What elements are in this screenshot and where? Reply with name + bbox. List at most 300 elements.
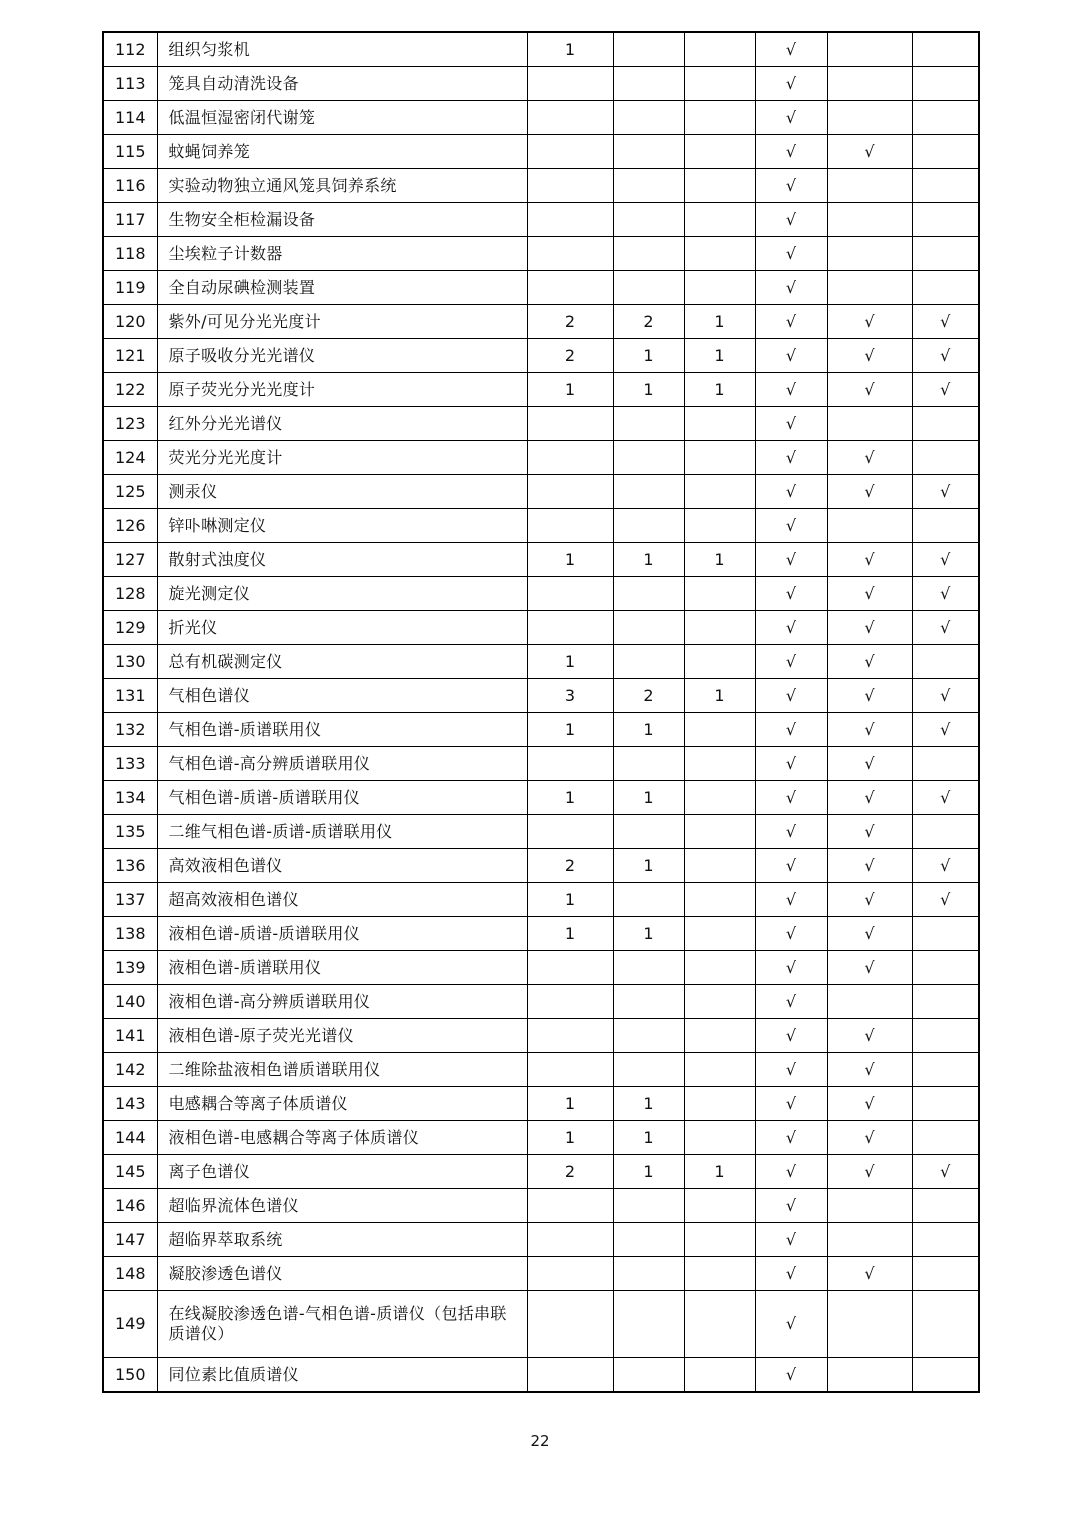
check-cell-1: √: [755, 1358, 827, 1393]
equipment-name-cell: 总有机碳测定仪: [157, 645, 527, 679]
quantity-cell-3: [684, 32, 755, 67]
check-cell-1: √: [755, 101, 827, 135]
check-cell-1: √: [755, 1189, 827, 1223]
row-number-cell: 144: [103, 1121, 157, 1155]
check-cell-1: √: [755, 237, 827, 271]
quantity-cell-2: [613, 1223, 684, 1257]
table-row: [103, 1053, 979, 1087]
equipment-name-cell: 测汞仪: [157, 475, 527, 509]
check-cell-2: [827, 1358, 912, 1393]
quantity-cell-2: [613, 985, 684, 1019]
equipment-name-cell: 二维气相色谱-质谱-质谱联用仪: [157, 815, 527, 849]
quantity-cell-2: 2: [613, 305, 684, 339]
quantity-cell-3: [684, 203, 755, 237]
check-cell-3: [912, 1121, 979, 1155]
quantity-cell-3: [684, 1257, 755, 1291]
equipment-name-cell: 液相色谱-质谱联用仪: [157, 951, 527, 985]
check-cell-1: √: [755, 679, 827, 713]
check-cell-1: √: [755, 407, 827, 441]
quantity-cell-2: 1: [613, 849, 684, 883]
quantity-cell-3: [684, 611, 755, 645]
quantity-cell-2: [613, 611, 684, 645]
check-cell-1: √: [755, 339, 827, 373]
row-number-cell: 142: [103, 1053, 157, 1087]
check-cell-2: √: [827, 305, 912, 339]
row-number-cell: 130: [103, 645, 157, 679]
table-row: [103, 713, 979, 747]
check-cell-2: [827, 237, 912, 271]
quantity-cell-1: [527, 475, 613, 509]
check-cell-2: [827, 67, 912, 101]
equipment-name-cell: 生物安全柜检漏设备: [157, 203, 527, 237]
equipment-name-cell: 液相色谱-原子荧光光谱仪: [157, 1019, 527, 1053]
row-number-cell: 140: [103, 985, 157, 1019]
quantity-cell-3: 1: [684, 305, 755, 339]
equipment-name-cell: 电感耦合等离子体质谱仪: [157, 1087, 527, 1121]
check-cell-2: √: [827, 1087, 912, 1121]
equipment-name-cell: 二维除盐液相色谱质谱联用仪: [157, 1053, 527, 1087]
check-cell-3: [912, 645, 979, 679]
check-cell-1: √: [755, 305, 827, 339]
quantity-cell-3: [684, 815, 755, 849]
quantity-cell-2: [613, 509, 684, 543]
quantity-cell-1: 2: [527, 1155, 613, 1189]
check-cell-2: [827, 101, 912, 135]
quantity-cell-3: 1: [684, 339, 755, 373]
quantity-cell-1: [527, 985, 613, 1019]
quantity-cell-2: [613, 951, 684, 985]
check-cell-3: √: [912, 713, 979, 747]
check-cell-2: [827, 1223, 912, 1257]
check-cell-3: [912, 203, 979, 237]
check-cell-3: [912, 271, 979, 305]
row-number-cell: 145: [103, 1155, 157, 1189]
quantity-cell-3: [684, 135, 755, 169]
check-cell-2: [827, 1291, 912, 1358]
table-row: [103, 475, 979, 509]
check-cell-2: √: [827, 917, 912, 951]
check-cell-3: [912, 237, 979, 271]
quantity-cell-2: [613, 747, 684, 781]
table-body: [103, 32, 979, 1392]
quantity-cell-3: [684, 713, 755, 747]
quantity-cell-3: 1: [684, 543, 755, 577]
check-cell-1: √: [755, 1291, 827, 1358]
check-cell-2: [827, 203, 912, 237]
row-number-cell: 133: [103, 747, 157, 781]
equipment-name-cell: 笼具自动清洗设备: [157, 67, 527, 101]
quantity-cell-3: [684, 1121, 755, 1155]
check-cell-1: √: [755, 1121, 827, 1155]
check-cell-3: [912, 1019, 979, 1053]
quantity-cell-3: [684, 577, 755, 611]
quantity-cell-3: [684, 67, 755, 101]
check-cell-2: √: [827, 543, 912, 577]
check-cell-2: √: [827, 1155, 912, 1189]
row-number-cell: 121: [103, 339, 157, 373]
row-number-cell: 143: [103, 1087, 157, 1121]
quantity-cell-2: [613, 271, 684, 305]
quantity-cell-3: [684, 747, 755, 781]
equipment-name-cell: 散射式浊度仪: [157, 543, 527, 577]
check-cell-2: √: [827, 373, 912, 407]
quantity-cell-2: [613, 577, 684, 611]
check-cell-1: √: [755, 475, 827, 509]
table-row: [103, 577, 979, 611]
table-row: [103, 135, 979, 169]
check-cell-1: √: [755, 67, 827, 101]
check-cell-1: √: [755, 509, 827, 543]
quantity-cell-2: [613, 407, 684, 441]
check-cell-1: √: [755, 271, 827, 305]
quantity-cell-3: [684, 917, 755, 951]
equipment-name-cell: 同位素比值质谱仪: [157, 1358, 527, 1393]
check-cell-1: √: [755, 373, 827, 407]
quantity-cell-1: [527, 1291, 613, 1358]
row-number-cell: 136: [103, 849, 157, 883]
table-row: [103, 917, 979, 951]
check-cell-3: [912, 509, 979, 543]
check-cell-3: [912, 407, 979, 441]
quantity-cell-2: [613, 1257, 684, 1291]
quantity-cell-1: [527, 1257, 613, 1291]
table-row: [103, 203, 979, 237]
quantity-cell-1: [527, 135, 613, 169]
equipment-name-cell: 原子荧光分光光度计: [157, 373, 527, 407]
check-cell-3: [912, 101, 979, 135]
quantity-cell-3: [684, 475, 755, 509]
check-cell-3: [912, 1189, 979, 1223]
quantity-cell-1: 1: [527, 32, 613, 67]
check-cell-2: √: [827, 849, 912, 883]
quantity-cell-3: [684, 407, 755, 441]
quantity-cell-3: [684, 1223, 755, 1257]
equipment-name-cell: 超临界流体色谱仪: [157, 1189, 527, 1223]
quantity-cell-3: [684, 1358, 755, 1393]
check-cell-2: √: [827, 577, 912, 611]
quantity-cell-1: 1: [527, 917, 613, 951]
check-cell-1: √: [755, 1087, 827, 1121]
quantity-cell-1: 1: [527, 1121, 613, 1155]
table-row: [103, 1087, 979, 1121]
quantity-cell-1: 1: [527, 1087, 613, 1121]
equipment-name-cell: 原子吸收分光光谱仪: [157, 339, 527, 373]
check-cell-3: [912, 32, 979, 67]
quantity-cell-3: [684, 237, 755, 271]
table-row: [103, 849, 979, 883]
row-number-cell: 113: [103, 67, 157, 101]
equipment-name-cell: 凝胶渗透色谱仪: [157, 1257, 527, 1291]
row-number-cell: 137: [103, 883, 157, 917]
check-cell-1: √: [755, 1019, 827, 1053]
row-number-cell: 122: [103, 373, 157, 407]
equipment-name-cell: 实验动物独立通风笼具饲养系统: [157, 169, 527, 203]
table-row: [103, 373, 979, 407]
check-cell-1: √: [755, 32, 827, 67]
row-number-cell: 117: [103, 203, 157, 237]
equipment-name-cell: 超临界萃取系统: [157, 1223, 527, 1257]
check-cell-1: √: [755, 543, 827, 577]
table-row: [103, 407, 979, 441]
table-row: [103, 441, 979, 475]
check-cell-1: √: [755, 781, 827, 815]
check-cell-1: √: [755, 713, 827, 747]
quantity-cell-3: [684, 509, 755, 543]
row-number-cell: 135: [103, 815, 157, 849]
quantity-cell-2: 1: [613, 339, 684, 373]
equipment-name-cell: 超高效液相色谱仪: [157, 883, 527, 917]
check-cell-2: √: [827, 815, 912, 849]
equipment-name-cell: 气相色谱-高分辨质谱联用仪: [157, 747, 527, 781]
quantity-cell-2: [613, 441, 684, 475]
table-row: [103, 815, 979, 849]
equipment-name-cell: 气相色谱-质谱-质谱联用仪: [157, 781, 527, 815]
quantity-cell-2: [613, 67, 684, 101]
table-row: [103, 32, 979, 67]
check-cell-2: √: [827, 883, 912, 917]
row-number-cell: 148: [103, 1257, 157, 1291]
check-cell-2: √: [827, 339, 912, 373]
quantity-cell-1: [527, 1019, 613, 1053]
table-row: [103, 169, 979, 203]
table-row: [103, 1257, 979, 1291]
table-row: [103, 781, 979, 815]
quantity-cell-3: [684, 1019, 755, 1053]
quantity-cell-3: [684, 883, 755, 917]
row-number-cell: 112: [103, 32, 157, 67]
table-row: [103, 1189, 979, 1223]
row-number-cell: 124: [103, 441, 157, 475]
check-cell-1: √: [755, 1053, 827, 1087]
check-cell-2: [827, 1189, 912, 1223]
row-number-cell: 115: [103, 135, 157, 169]
row-number-cell: 126: [103, 509, 157, 543]
check-cell-3: √: [912, 577, 979, 611]
check-cell-2: √: [827, 645, 912, 679]
check-cell-1: √: [755, 441, 827, 475]
quantity-cell-2: [613, 237, 684, 271]
check-cell-3: [912, 815, 979, 849]
equipment-name-cell: 荧光分光光度计: [157, 441, 527, 475]
quantity-cell-1: [527, 611, 613, 645]
quantity-cell-1: [527, 169, 613, 203]
check-cell-2: [827, 407, 912, 441]
equipment-name-cell: 液相色谱-质谱-质谱联用仪: [157, 917, 527, 951]
quantity-cell-2: [613, 645, 684, 679]
check-cell-2: [827, 32, 912, 67]
equipment-name-cell: 红外分光光谱仪: [157, 407, 527, 441]
row-number-cell: 128: [103, 577, 157, 611]
page-number: 22: [530, 1432, 550, 1450]
equipment-name-cell: 液相色谱-高分辨质谱联用仪: [157, 985, 527, 1019]
quantity-cell-1: 2: [527, 849, 613, 883]
check-cell-3: √: [912, 373, 979, 407]
table-row: [103, 1291, 979, 1358]
check-cell-3: √: [912, 849, 979, 883]
quantity-cell-3: [684, 271, 755, 305]
check-cell-3: [912, 67, 979, 101]
quantity-cell-1: [527, 441, 613, 475]
check-cell-3: [912, 1053, 979, 1087]
table-row: [103, 1358, 979, 1393]
check-cell-3: √: [912, 543, 979, 577]
check-cell-1: √: [755, 1223, 827, 1257]
quantity-cell-2: [613, 32, 684, 67]
equipment-name-cell: 蚊蝇饲养笼: [157, 135, 527, 169]
quantity-cell-1: [527, 67, 613, 101]
check-cell-2: √: [827, 1121, 912, 1155]
check-cell-3: [912, 1223, 979, 1257]
row-number-cell: 131: [103, 679, 157, 713]
quantity-cell-1: [527, 1053, 613, 1087]
table-row: [103, 509, 979, 543]
equipment-name-cell: 锌卟啉测定仪: [157, 509, 527, 543]
quantity-cell-1: [527, 1358, 613, 1393]
table-row: [103, 101, 979, 135]
check-cell-2: √: [827, 951, 912, 985]
equipment-name-cell: 尘埃粒子计数器: [157, 237, 527, 271]
check-cell-2: √: [827, 611, 912, 645]
table-row: [103, 1019, 979, 1053]
table-row: [103, 985, 979, 1019]
row-number-cell: 150: [103, 1358, 157, 1393]
quantity-cell-1: 1: [527, 713, 613, 747]
quantity-cell-2: [613, 169, 684, 203]
quantity-cell-2: [613, 203, 684, 237]
table-row: [103, 271, 979, 305]
quantity-cell-3: 1: [684, 679, 755, 713]
table-row: [103, 305, 979, 339]
quantity-cell-1: [527, 101, 613, 135]
check-cell-3: [912, 917, 979, 951]
row-number-cell: 139: [103, 951, 157, 985]
table-row: [103, 679, 979, 713]
equipment-name-cell: 液相色谱-电感耦合等离子体质谱仪: [157, 1121, 527, 1155]
check-cell-3: [912, 135, 979, 169]
quantity-cell-3: [684, 101, 755, 135]
equipment-name-cell: 旋光测定仪: [157, 577, 527, 611]
quantity-cell-3: 1: [684, 1155, 755, 1189]
table-row: [103, 951, 979, 985]
quantity-cell-2: [613, 1019, 684, 1053]
quantity-cell-1: [527, 1223, 613, 1257]
check-cell-1: √: [755, 849, 827, 883]
check-cell-3: √: [912, 339, 979, 373]
row-number-cell: 118: [103, 237, 157, 271]
check-cell-1: √: [755, 135, 827, 169]
check-cell-3: [912, 951, 979, 985]
row-number-cell: 123: [103, 407, 157, 441]
row-number-cell: 134: [103, 781, 157, 815]
check-cell-3: [912, 1358, 979, 1393]
row-number-cell: 125: [103, 475, 157, 509]
quantity-cell-2: [613, 1053, 684, 1087]
row-number-cell: 114: [103, 101, 157, 135]
row-number-cell: 132: [103, 713, 157, 747]
row-number-cell: 146: [103, 1189, 157, 1223]
quantity-cell-1: 1: [527, 543, 613, 577]
check-cell-2: √: [827, 1019, 912, 1053]
quantity-cell-3: [684, 1053, 755, 1087]
quantity-cell-2: 1: [613, 373, 684, 407]
row-number-cell: 147: [103, 1223, 157, 1257]
equipment-name-cell: 气相色谱仪: [157, 679, 527, 713]
quantity-cell-1: [527, 747, 613, 781]
row-number-cell: 141: [103, 1019, 157, 1053]
check-cell-3: √: [912, 611, 979, 645]
table-row: [103, 339, 979, 373]
check-cell-3: [912, 747, 979, 781]
quantity-cell-2: 1: [613, 917, 684, 951]
check-cell-1: √: [755, 917, 827, 951]
check-cell-2: [827, 509, 912, 543]
quantity-cell-2: [613, 883, 684, 917]
check-cell-1: √: [755, 577, 827, 611]
check-cell-1: √: [755, 815, 827, 849]
quantity-cell-3: [684, 985, 755, 1019]
table-row: [103, 611, 979, 645]
quantity-cell-3: 1: [684, 373, 755, 407]
equipment-name-cell: 低温恒湿密闭代谢笼: [157, 101, 527, 135]
check-cell-2: [827, 985, 912, 1019]
check-cell-2: √: [827, 713, 912, 747]
quantity-cell-2: [613, 1291, 684, 1358]
quantity-cell-1: [527, 203, 613, 237]
quantity-cell-1: [527, 509, 613, 543]
check-cell-2: [827, 169, 912, 203]
check-cell-3: √: [912, 883, 979, 917]
row-number-cell: 116: [103, 169, 157, 203]
check-cell-3: √: [912, 679, 979, 713]
check-cell-2: √: [827, 1053, 912, 1087]
equipment-name-cell: 气相色谱-质谱联用仪: [157, 713, 527, 747]
check-cell-2: √: [827, 475, 912, 509]
quantity-cell-2: [613, 1358, 684, 1393]
check-cell-1: √: [755, 611, 827, 645]
quantity-cell-2: 1: [613, 1121, 684, 1155]
quantity-cell-3: [684, 1291, 755, 1358]
row-number-cell: 149: [103, 1291, 157, 1358]
equipment-table: [102, 31, 980, 1393]
quantity-cell-2: 1: [613, 713, 684, 747]
quantity-cell-3: [684, 1087, 755, 1121]
check-cell-3: [912, 1291, 979, 1358]
quantity-cell-1: 1: [527, 373, 613, 407]
quantity-cell-2: 1: [613, 1087, 684, 1121]
check-cell-3: [912, 169, 979, 203]
quantity-cell-2: [613, 815, 684, 849]
quantity-cell-2: 2: [613, 679, 684, 713]
quantity-cell-2: [613, 135, 684, 169]
equipment-name-cell: 离子色谱仪: [157, 1155, 527, 1189]
check-cell-2: √: [827, 1257, 912, 1291]
quantity-cell-1: 1: [527, 781, 613, 815]
check-cell-1: √: [755, 203, 827, 237]
quantity-cell-2: 1: [613, 781, 684, 815]
check-cell-3: [912, 441, 979, 475]
check-cell-3: √: [912, 1155, 979, 1189]
quantity-cell-1: 2: [527, 339, 613, 373]
check-cell-3: [912, 1257, 979, 1291]
row-number-cell: 119: [103, 271, 157, 305]
row-number-cell: 129: [103, 611, 157, 645]
table-row: [103, 543, 979, 577]
check-cell-1: √: [755, 985, 827, 1019]
equipment-name-cell: 折光仪: [157, 611, 527, 645]
quantity-cell-2: 1: [613, 543, 684, 577]
quantity-cell-1: [527, 815, 613, 849]
quantity-cell-1: [527, 407, 613, 441]
